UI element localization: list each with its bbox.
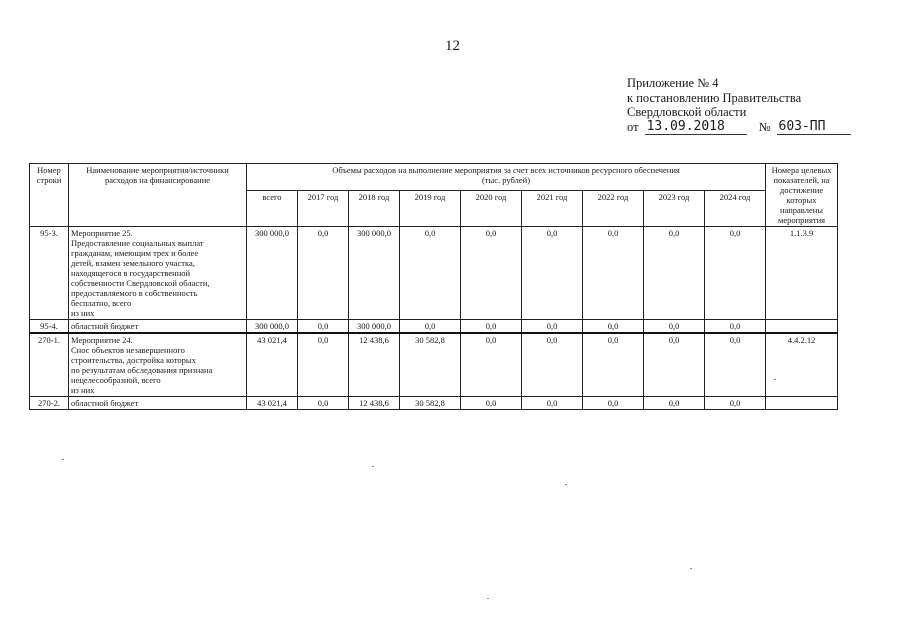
header-year: 2018 год: [349, 191, 400, 227]
row-name-line: собственности Свердловской области,: [71, 278, 210, 288]
cell-year-value: 30 582,8: [400, 333, 461, 397]
appendix-region: Свердловской области: [627, 105, 747, 119]
cell-total: 43 021,4: [247, 397, 298, 410]
appendix-block: [627, 76, 851, 135]
header-year: 2024 год: [705, 191, 766, 227]
row-name-line: по результатам обследования признана: [71, 365, 213, 375]
cell-target: 1.1.3.9: [766, 227, 838, 320]
row-number: 95-4.: [30, 320, 69, 334]
cell-year-value: 0,0: [583, 397, 644, 410]
row-name-line: областной бюджет: [71, 398, 139, 408]
cell-year-value: 0,0: [400, 320, 461, 334]
header-row-number: Номер строки: [30, 164, 69, 227]
table-row: [30, 397, 838, 410]
header-unit: (тыс. рублей): [481, 175, 531, 185]
cell-year-value: 0,0: [298, 320, 349, 334]
row-name-line: Мероприятие 24.: [71, 335, 133, 345]
header-year: 2021 год: [522, 191, 583, 227]
cell-total: 43 021,4: [247, 333, 298, 397]
row-number: 95-3.: [30, 227, 69, 320]
cell-year-value: 0,0: [705, 320, 766, 334]
scan-speck: [690, 568, 692, 569]
cell-year-value: 0,0: [298, 397, 349, 410]
cell-year-value: 0,0: [522, 397, 583, 410]
appendix-title: Приложение № 4: [627, 76, 719, 90]
scan-speck: [62, 459, 64, 460]
header-target: Номера целевых показателей, на достижение которых направлены мероприятия: [766, 164, 838, 227]
cell-target: [766, 320, 838, 334]
table-row: [30, 227, 838, 320]
cell-year-value: 0,0: [461, 320, 522, 334]
header-year: 2023 год: [644, 191, 705, 227]
cell-year-value: 0,0: [522, 227, 583, 320]
cell-year-value: 0,0: [522, 333, 583, 397]
row-name-line: областной бюджет: [71, 321, 139, 331]
row-name: [69, 333, 247, 397]
row-name-line: нецелесообразной, всего: [71, 375, 161, 385]
row-name-line: детей, взамен земельного участка,: [71, 258, 195, 268]
row-name-line: из них: [71, 308, 95, 318]
row-name-line: Снос объектов незавершенного: [71, 345, 185, 355]
row-number: 270-2.: [30, 397, 69, 410]
row-name-line: Мероприятие 25.: [71, 228, 133, 238]
header-volumes: [247, 164, 766, 191]
row-name-line: из них: [71, 385, 95, 395]
cell-year-value: 0,0: [705, 397, 766, 410]
appendix-date-number: [627, 120, 851, 135]
cell-year-value: 0,0: [461, 227, 522, 320]
row-name-line: находящегося в государственной: [71, 268, 191, 278]
cell-year-value: 0,0: [583, 227, 644, 320]
header-year: 2017 год: [298, 191, 349, 227]
row-number: 270-1.: [30, 333, 69, 397]
cell-total: 300 000,0: [247, 227, 298, 320]
row-name-line: гражданам, имеющим трех и более: [71, 248, 199, 258]
cell-year-value: 0,0: [583, 333, 644, 397]
cell-year-value: 0,0: [705, 333, 766, 397]
expenses-table: [29, 163, 838, 410]
row-name-line: строительства, достройка которых: [71, 355, 196, 365]
cell-target: 4.4.2.12: [766, 333, 838, 397]
cell-year-value: 0,0: [644, 333, 705, 397]
cell-year-value: 300 000,0: [349, 320, 400, 334]
header-year: 2020 год: [461, 191, 522, 227]
cell-year-value: 0,0: [298, 333, 349, 397]
table-row: [30, 333, 838, 397]
appendix-resolution: к постановлению Правительства: [627, 90, 802, 105]
table-row: [30, 320, 838, 334]
cell-year-value: 12 438,6: [349, 333, 400, 397]
row-name-line: бесплатно, всего: [71, 298, 132, 308]
header-total: всего: [247, 191, 298, 227]
header-year: 2019 год: [400, 191, 461, 227]
cell-year-value: 0,0: [583, 320, 644, 334]
row-name-line: Предоставление социальных выплат: [71, 238, 204, 248]
row-name: [69, 320, 247, 334]
scan-speck: [487, 598, 489, 599]
cell-year-value: 0,0: [644, 227, 705, 320]
cell-year-value: 0,0: [644, 320, 705, 334]
cell-year-value: 0,0: [461, 397, 522, 410]
number-value: 603-ПП: [777, 120, 851, 135]
row-name: [69, 397, 247, 410]
cell-target: [766, 397, 838, 410]
scan-speck: [565, 484, 567, 485]
header-volumes-text: Объемы расходов на выполнение мероприятия за счет всех источников ресурсного обеспечения: [332, 165, 680, 175]
cell-year-value: 0,0: [522, 320, 583, 334]
cell-year-value: 0,0: [400, 227, 461, 320]
cell-year-value: 30 582,8: [400, 397, 461, 410]
date-label: от: [627, 120, 639, 134]
header-name: Наименование мероприятия/источники расходов на финансирование: [69, 164, 247, 227]
cell-year-value: 0,0: [705, 227, 766, 320]
scan-speck: [774, 379, 776, 380]
cell-year-value: 0,0: [298, 227, 349, 320]
row-name: [69, 227, 247, 320]
cell-year-value: 0,0: [644, 397, 705, 410]
date-value: 13.09.2018: [645, 120, 747, 135]
cell-year-value: 300 000,0: [349, 227, 400, 320]
page-number: 12: [445, 38, 460, 54]
cell-total: 300 000,0: [247, 320, 298, 334]
header-year: 2022 год: [583, 191, 644, 227]
cell-year-value: 0,0: [461, 333, 522, 397]
cell-year-value: 12 438,6: [349, 397, 400, 410]
row-name-line: предоставляемого в собственность: [71, 288, 198, 298]
number-label: №: [758, 120, 771, 134]
scan-speck: [372, 466, 374, 467]
